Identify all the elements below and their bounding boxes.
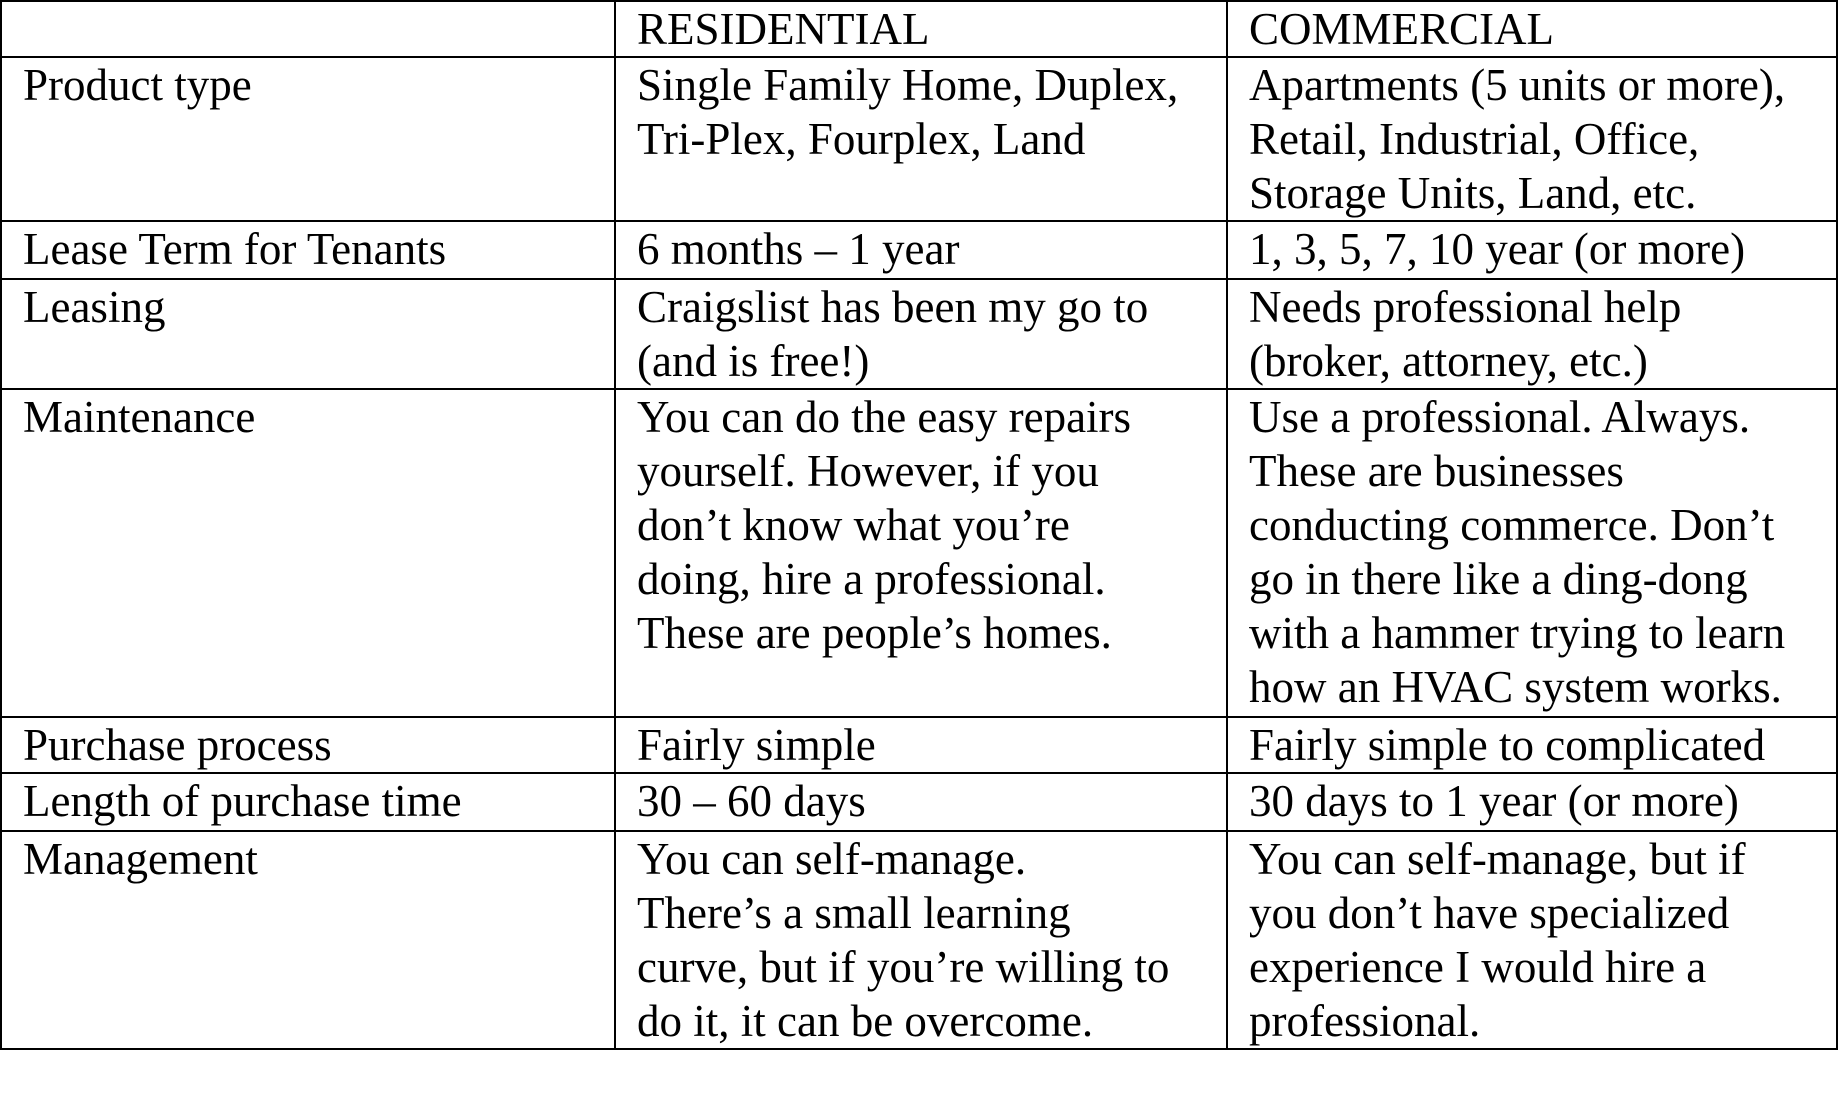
residential-cell — [615, 221, 1227, 279]
commercial-cell — [1227, 831, 1837, 1049]
residential-value: Single Family Home, Duplex, Tri-Plex, Fourplex, Land — [637, 60, 1179, 164]
row-label: Purchase process — [23, 720, 332, 770]
commercial-value: Apartments (5 units or more), Retail, Industrial, Office, Storage Units, Land, etc. — [1249, 60, 1786, 218]
commercial-cell — [1227, 389, 1837, 717]
table-header-row — [1, 1, 1837, 57]
row-label-cell — [1, 57, 615, 221]
header-label: RESIDENTIAL — [637, 4, 930, 54]
residential-cell — [615, 389, 1227, 717]
row-label: Product type — [23, 60, 252, 110]
row-label-cell — [1, 831, 615, 1049]
residential-value: 30 – 60 days — [637, 776, 866, 826]
row-label-cell — [1, 389, 615, 717]
commercial-cell — [1227, 279, 1837, 389]
row-label: Leasing — [23, 282, 166, 332]
row-label-cell — [1, 221, 615, 279]
commercial-cell — [1227, 773, 1837, 831]
commercial-value: You can self-manage, but if you don’t have specialized experience I would hire a professional. — [1249, 834, 1746, 1046]
residential-cell — [615, 773, 1227, 831]
commercial-value: Fairly simple to complicated — [1249, 720, 1766, 770]
row-label: Management — [23, 834, 258, 884]
residential-value: You can self-manage. There’s a small learning curve, but if you’re willing to do it, it can be overcome. — [637, 834, 1170, 1046]
table-row — [1, 831, 1837, 1049]
commercial-cell — [1227, 221, 1837, 279]
commercial-value: Needs professional help (broker, attorney, etc.) — [1249, 282, 1682, 386]
header-cell-empty — [1, 1, 615, 57]
row-label-cell — [1, 773, 615, 831]
row-label-cell — [1, 279, 615, 389]
residential-cell — [615, 831, 1227, 1049]
header-cell-residential — [615, 1, 1227, 57]
commercial-cell — [1227, 57, 1837, 221]
residential-cell — [615, 57, 1227, 221]
header-cell-commercial — [1227, 1, 1837, 57]
residential-value: 6 months – 1 year — [637, 224, 960, 274]
table-row — [1, 279, 1837, 389]
table-row — [1, 57, 1837, 221]
residential-value: Fairly simple — [637, 720, 876, 770]
table-row — [1, 717, 1837, 773]
table-row — [1, 773, 1837, 831]
commercial-value: 30 days to 1 year (or more) — [1249, 776, 1739, 826]
residential-value: You can do the easy repairs yourself. However, if you don’t know what you’re doing, hire a professional. These are people’s homes. — [637, 392, 1132, 658]
row-label: Length of purchase time — [23, 776, 462, 826]
commercial-cell — [1227, 717, 1837, 773]
header-label: COMMERCIAL — [1249, 4, 1555, 54]
table-row — [1, 221, 1837, 279]
row-label-cell — [1, 717, 615, 773]
table-row — [1, 389, 1837, 717]
commercial-value: Use a professional. Always. These are businesses conducting commerce. Don’t go in there like a ding-dong with a hammer trying to learn how an HVAC system works. — [1249, 392, 1786, 712]
row-label: Lease Term for Tenants — [23, 224, 447, 274]
row-label: Maintenance — [23, 392, 256, 442]
residential-value: Craigslist has been my go to (and is free!) — [637, 282, 1149, 386]
commercial-value: 1, 3, 5, 7, 10 year (or more) — [1249, 224, 1746, 274]
residential-cell — [615, 717, 1227, 773]
residential-cell — [615, 279, 1227, 389]
